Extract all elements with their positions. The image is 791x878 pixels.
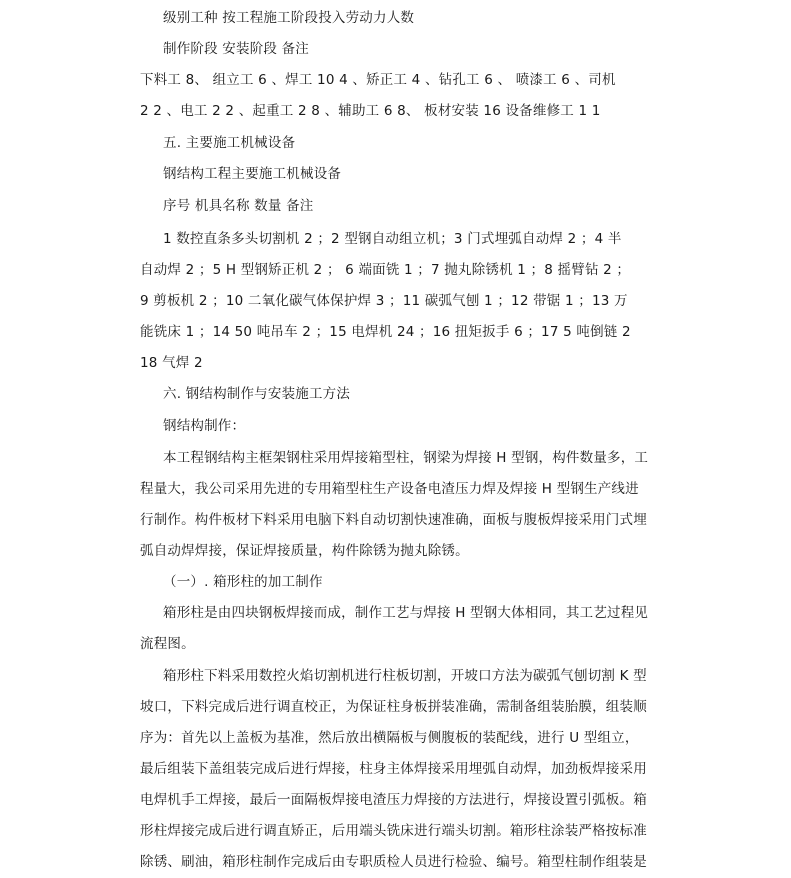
text-line: 级别工种 按工程施工阶段投入劳动力人数 bbox=[163, 10, 415, 26]
subsection-heading: （一）. 箱形柱的加工制作 bbox=[163, 574, 323, 590]
text-line: 18 气焊 2 bbox=[140, 355, 203, 371]
text-line: 最后组装下盖组装完成后进行焊接，柱身主体焊接采用埋弧自动焊，加劲板焊接采用 bbox=[140, 761, 647, 777]
text-line: 9 剪板机 2 ；10 二氧化碳气体保护焊 3 ；11 碳弧气刨 1 ；12 带锯 1 ；13 万 bbox=[140, 293, 628, 309]
text-line: 序为：首先以上盖板为基准，然后放出横隔板与侧腹板的装配线，进行 U 型组立， bbox=[140, 730, 639, 746]
text-line: 能铣床 1 ；14 50 吨吊车 2 ；15 电焊机 24 ；16 扭矩扳手 6 ；17 5 吨倒链 2 bbox=[140, 324, 631, 340]
text-line: 电焊机手工焊接，最后一面隔板焊接电渣压力焊接的方法进行，焊接设置引弧板。箱 bbox=[140, 792, 647, 808]
text-line: 2 2 、电工 2 2 、起重工 2 8 、辅助工 6 8、 板材安装 16 设备维修工 1 1 bbox=[140, 103, 601, 119]
text-line: 制作阶段 安装阶段 备注 bbox=[163, 41, 309, 57]
text-line: 坡口，下料完成后进行调直校正，为保证柱身板拼装准确，需制备组装胎膜，组装顺 bbox=[140, 699, 647, 715]
text-line: 钢结构工程主要施工机械设备 bbox=[163, 166, 342, 182]
text-line: 本工程钢结构主框架钢柱采用焊接箱型柱，钢梁为焊接 H 型钢，构件数量多，工 bbox=[163, 450, 649, 466]
text-line: 程量大，我公司采用先进的专用箱型柱生产设备电渣压力焊及焊接 H 型钢生产线进 bbox=[140, 481, 639, 497]
text-line: 形柱焊接完成后进行调直矫正，后用端头铣床进行端头切割。箱形柱涂装严格按标准 bbox=[140, 823, 647, 839]
text-line: 箱形柱下料采用数控火焰切割机进行柱板切割，开坡口方法为碳弧气刨切割 K 型 bbox=[163, 668, 647, 684]
section-heading: 五. 主要施工机械设备 bbox=[163, 135, 296, 151]
text-line: 弧自动焊焊接，保证焊接质量，构件除锈为抛丸除锈。 bbox=[140, 543, 469, 559]
text-line: 1 数控直条多头切割机 2 ；2 型钢自动组立机；3 门式埋弧自动焊 2 ；4 半 bbox=[163, 231, 622, 247]
text-line: 自动焊 2 ；5 H 型钢矫正机 2 ； 6 端面铣 1 ；7 抛丸除锈机 1 ；8 摇臂钻 2 ； bbox=[140, 262, 631, 278]
text-line: 下料工 8、 组立工 6 、焊工 10 4 、矫正工 4 、钻孔工 6 、 喷漆工 6 、司机 bbox=[140, 72, 616, 88]
text-line: 除锈、刷油，箱形柱制作完成后由专职质检人员进行检验、编号。箱型柱制作组装是 bbox=[140, 854, 647, 870]
text-line: 箱形柱是由四块钢板焊接而成，制作工艺与焊接 H 型钢大体相同，其工艺过程见 bbox=[163, 605, 649, 621]
text-line: 流程图。 bbox=[140, 636, 195, 652]
text-line: 钢结构制作： bbox=[163, 418, 246, 434]
section-heading: 六. 钢结构制作与安装施工方法 bbox=[163, 386, 351, 402]
text-line: 行制作。构件板材下料采用电脑下料自动切割快速准确，面板与腹板焊接采用门式埋 bbox=[140, 512, 647, 528]
text-line: 序号 机具名称 数量 备注 bbox=[163, 198, 314, 214]
